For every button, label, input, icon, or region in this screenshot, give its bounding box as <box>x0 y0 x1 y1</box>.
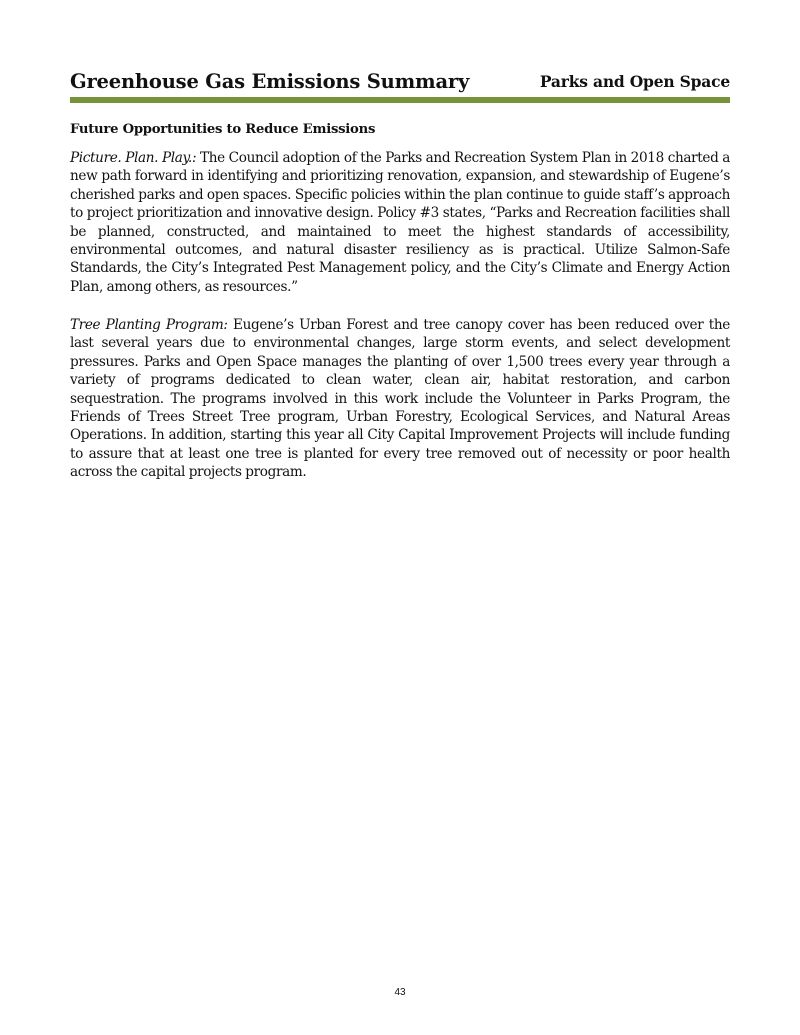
document-title: Greenhouse Gas Emissions Summary <box>70 70 470 93</box>
paragraph-text: The Council adoption of the Parks and Recreation System Plan in 2018 charted a new path forward in identifying and prioritizing renovation, expansion, and stewardship of Eugene’s cherished parks and open spaces. Specific policies within the plan continue to guide staff’s approach to project prioritization and innovative design. Policy #3 states, “Parks and Recreation facilities shall be planned, constructed, and maintained to meet the highest standards of accessibility, environmental outcomes, and natural disaster resiliency as is practical. Utilize Salmon-Safe Standards, the City’s Integrated Pest Management policy, and the City’s Climate and Energy Action Plan, among others, as resources.” <box>70 150 730 295</box>
paragraph-tree-planting-program <box>70 316 730 482</box>
page-header <box>70 70 730 97</box>
page-number: 43 <box>394 987 406 998</box>
section-heading: Future Opportunities to Reduce Emissions <box>70 122 376 137</box>
section-title: Parks and Open Space <box>539 72 730 91</box>
paragraph-lead: Picture. Plan. Play.: <box>70 150 197 166</box>
paragraph-picture-plan-play <box>70 149 730 296</box>
paragraph-text: Eugene’s Urban Forest and tree canopy cover has been reduced over the last several years due to environmental changes, large storm events, and select development pressures. Parks and Open Space manages the planting of over 1,500 trees every year through a variety of programs dedicated to clean water, clean air, habitat restoration, and carbon sequestration. The programs involved in this work include the Volunteer in Parks Program, the Friends of Trees Street Tree program, Urban Forestry, Ecological Services, and Natural Areas Operations. In addition, starting this year all City Capital Improvement Projects will include funding to assure that at least one tree is planted for every tree removed out of necessity or poor health across the capital projects program. <box>70 317 730 481</box>
header-rule <box>70 97 730 103</box>
paragraph-lead: Tree Planting Program: <box>70 317 228 333</box>
